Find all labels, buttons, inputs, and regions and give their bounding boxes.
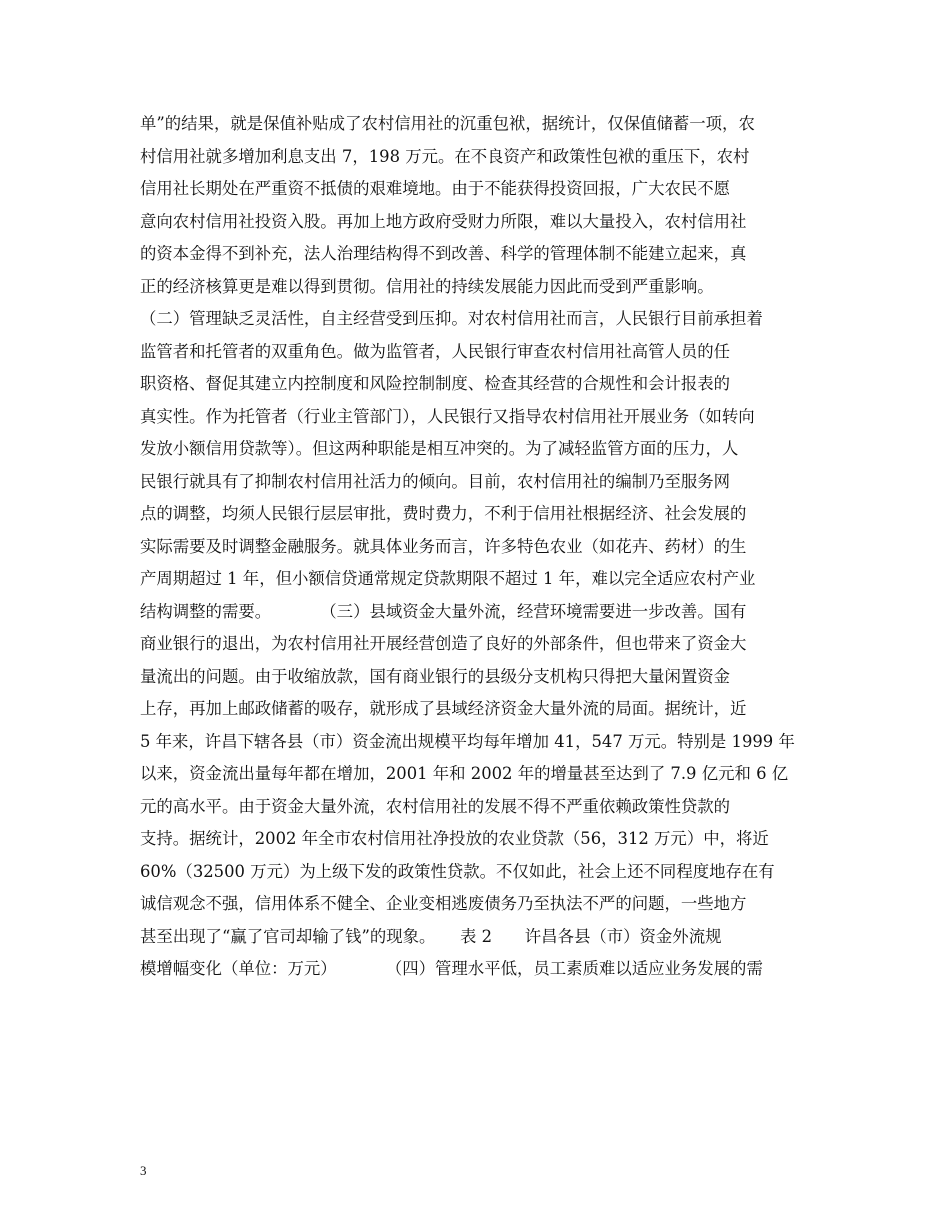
body-line: 元的高水平。由于资金大量外流，农村信用社的发展不得不严重依赖政策性贷款的 [140,796,731,816]
body-line: 监管者和托管者的双重角色。做为监管者，人民银行审查农村信用社高管人员的任 [140,341,731,361]
body-line: 实际需要及时调整金融服务。就具体业务而言，许多特色农业（如花卉、药材）的生 [140,536,747,556]
body-line: 甚至出现了“赢了官司却输了钱”的现象。 表 2 许昌各县（市）资金外流规 [140,926,722,946]
body-line: 正的经济核算更是难以得到贯彻。信用社的持续发展能力因此而受到严重影响。 [140,276,714,296]
body-line: 民银行就具有了抑制农村信用社活力的倾向。目前，农村信用社的编制乃至服务网 [140,471,731,491]
body-line: 意向农村信用社投资入股。再加上地方政府受财力所限，难以大量投入，农村信用社 [140,211,747,231]
body-line: 60%（32500 万元）为上级下发的政策性贷款。不仅如此，社会上还不同程度地存在有 [140,861,775,881]
body-line: 点的调整，均须人民银行层层审批，费时费力，不利于信用社根据经济、社会发展的 [140,504,747,523]
body-line: 信用社长期处在严重资不抵债的艰难境地。由于不能获得投资回报，广大农民不愿 [140,179,731,198]
body-line: 模增幅变化（单位：万元） （四）管理水平低，员工素质难以适应业务发展的需 [140,959,763,978]
body-line: 5 年来，许昌下辖各县（市）资金流出规模平均每年增加 41，547 万元。特别是 1999 年 [140,731,795,751]
body-line: 发放小额信用贷款等）。但这两种职能是相互冲突的。为了减轻监管方面的压力，人 [140,439,739,458]
body-line: 诚信观念不强，信用体系不健全、企业变相逃废债务乃至执法不严的问题，一些地方 [140,894,747,913]
body-line: 结构调整的需要。 （三）县域资金大量外流，经营环境需要进一步改善。国有 [140,601,747,621]
body-line: 的资本金得不到补充，法人治理结构得不到改善、科学的管理体制不能建立起来，真 [140,244,747,263]
body-line: （二）管理缺乏灵活性，自主经营受到压抑。对农村信用社而言，人民银行目前承担着 [140,309,763,328]
body-line: 职资格、督促其建立内控制度和风险控制制度、检查其经营的合规性和会计报表的 [140,374,731,393]
body-line: 以来，资金流出量每年都在增加，2001 年和 2002 年的增量甚至达到了 7.9 亿元和 6 亿 [140,764,789,783]
body-line: 村信用社就多增加利息支出 7，198 万元。在不良资产和政策性包袱的重压下，农村 [140,146,750,166]
body-line: 支持。据统计，2002 年全市农村信用社净投放的农业贷款（56，312 万元）中，将近 [140,829,769,848]
body-line: 上存，再加上邮政储蓄的吸存，就形成了县域经济资金大量外流的局面。据统计，近 [140,699,747,718]
page-number: 3 [140,1163,147,1178]
body-line: 量流出的问题。由于收缩放款，国有商业银行的县级分支机构只得把大量闲置资金 [140,666,731,686]
body-line: 真实性。作为托管者（行业主管部门），人民银行又指导农村信用社开展业务（如转向 [140,406,755,426]
body-line: 产周期超过 1 年，但小额信贷通常规定贷款期限不超过 1 年，难以完全适应农村产业 [140,569,756,588]
body-line: 单”的结果，就是保值补贴成了农村信用社的沉重包袱，据统计，仅保值储蓄一项，农 [140,114,755,133]
document-body [140,108,812,986]
body-line: 商业银行的退出，为农村信用社开展经营创造了良好的外部条件，但也带来了资金大 [140,634,747,653]
